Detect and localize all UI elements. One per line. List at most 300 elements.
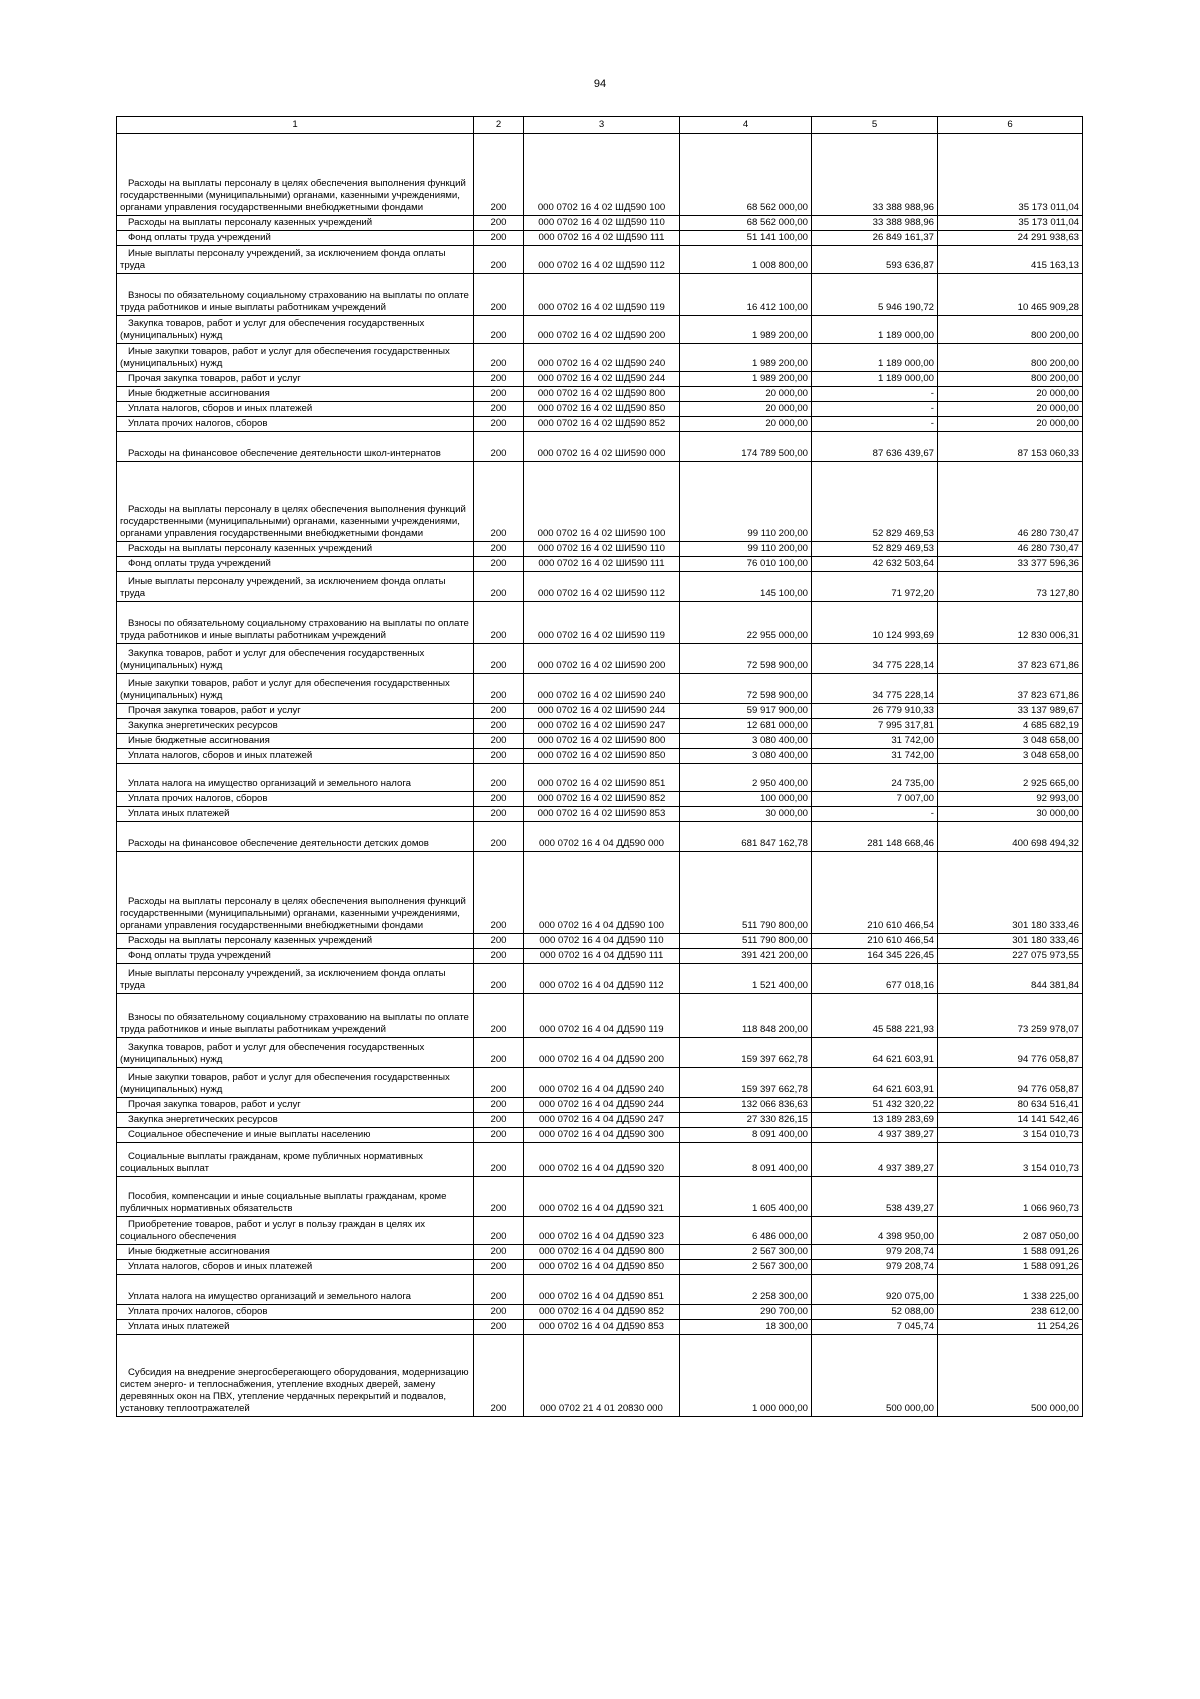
table-row [117,1177,1083,1217]
row-name: Уплата прочих налогов, сборов [117,792,474,807]
row-admin-code: 200 [474,1217,524,1245]
row-name: Закупка товаров, работ и услуг для обеспечения государственных (муниципальных) нужд [117,316,474,344]
row-executed-amount: 71 972,20 [812,572,938,602]
row-executed-amount: 1 189 000,00 [812,344,938,372]
row-budget-code: 000 0702 16 4 02 ШИ590 000 [524,432,680,462]
row-executed-amount: 593 636,87 [812,246,938,274]
row-approved-amount: 159 397 662,78 [680,1068,812,1098]
row-executed-amount: 538 439,27 [812,1177,938,1217]
row-budget-code: 000 0702 16 4 02 ШИ590 119 [524,602,680,644]
row-admin-code: 200 [474,1098,524,1113]
row-budget-code: 000 0702 16 4 04 ДД590 853 [524,1320,680,1335]
row-executed-amount: 210 610 466,54 [812,852,938,934]
row-unexecuted-amount: 10 465 909,28 [938,274,1083,316]
row-budget-code: 000 0702 16 4 02 ШД590 119 [524,274,680,316]
row-admin-code: 200 [474,1128,524,1143]
row-admin-code: 200 [474,216,524,231]
row-admin-code: 200 [474,934,524,949]
row-executed-amount: 52 829 469,53 [812,542,938,557]
row-approved-amount: 681 847 162,78 [680,822,812,852]
row-executed-amount: - [812,807,938,822]
row-unexecuted-amount: 844 381,84 [938,964,1083,994]
header-row [117,117,1083,134]
row-admin-code: 200 [474,1177,524,1217]
row-executed-amount: 34 775 228,14 [812,644,938,674]
row-name: Фонд оплаты труда учреждений [117,231,474,246]
table-row [117,964,1083,994]
table-row [117,1275,1083,1305]
row-budget-code: 000 0702 16 4 04 ДД590 000 [524,822,680,852]
table-row [117,344,1083,372]
row-unexecuted-amount: 800 200,00 [938,344,1083,372]
row-approved-amount: 12 681 000,00 [680,719,812,734]
row-name: Закупка товаров, работ и услуг для обеспечения государственных (муниципальных) нужд [117,1038,474,1068]
table-row [117,1305,1083,1320]
row-executed-amount: 45 588 221,93 [812,994,938,1038]
budget-table [116,116,1083,1417]
row-admin-code: 200 [474,792,524,807]
table-row [117,402,1083,417]
table-row [117,644,1083,674]
table-row [117,934,1083,949]
row-admin-code: 200 [474,807,524,822]
row-admin-code: 200 [474,372,524,387]
row-admin-code: 200 [474,644,524,674]
row-unexecuted-amount: 14 141 542,46 [938,1113,1083,1128]
row-executed-amount: 5 946 190,72 [812,274,938,316]
row-admin-code: 200 [474,749,524,764]
table-row [117,764,1083,792]
row-name: Расходы на выплаты персоналу в целях обеспечения выполнения функций государственными (муниципальными) органами, казенными учреждениями, органами управления государственными внебюджетными фондами [117,134,474,216]
row-name: Уплата налога на имущество организаций и земельного налога [117,1275,474,1305]
table-row [117,1128,1083,1143]
column-header-executed: 5 [812,117,938,134]
row-executed-amount: 1 189 000,00 [812,372,938,387]
row-approved-amount: 1 605 400,00 [680,1177,812,1217]
row-unexecuted-amount: 1 588 091,26 [938,1245,1083,1260]
row-approved-amount: 100 000,00 [680,792,812,807]
row-executed-amount: 64 621 603,91 [812,1038,938,1068]
row-name: Уплата налогов, сборов и иных платежей [117,402,474,417]
table-body [117,134,1083,1417]
row-admin-code: 200 [474,994,524,1038]
row-name: Уплата иных платежей [117,1320,474,1335]
row-unexecuted-amount: 33 137 989,67 [938,704,1083,719]
row-approved-amount: 1 521 400,00 [680,964,812,994]
row-executed-amount: 51 432 320,22 [812,1098,938,1113]
table-row [117,1245,1083,1260]
row-executed-amount: 24 735,00 [812,764,938,792]
row-admin-code: 200 [474,1335,524,1417]
row-name: Иные бюджетные ассигнования [117,387,474,402]
row-approved-amount: 1 008 800,00 [680,246,812,274]
table-row [117,274,1083,316]
row-unexecuted-amount: 1 338 225,00 [938,1275,1083,1305]
row-budget-code: 000 0702 21 4 01 20830 000 [524,1335,680,1417]
row-executed-amount: 979 208,74 [812,1245,938,1260]
row-admin-code: 200 [474,542,524,557]
row-budget-code: 000 0702 16 4 02 ШД590 850 [524,402,680,417]
row-unexecuted-amount: 800 200,00 [938,316,1083,344]
row-approved-amount: 132 066 836,63 [680,1098,812,1113]
row-budget-code: 000 0702 16 4 02 ШД590 852 [524,417,680,432]
row-admin-code: 200 [474,704,524,719]
row-approved-amount: 27 330 826,15 [680,1113,812,1128]
row-executed-amount: 42 632 503,64 [812,557,938,572]
row-name: Иные выплаты персоналу учреждений, за исключением фонда оплаты труда [117,572,474,602]
row-unexecuted-amount: 800 200,00 [938,372,1083,387]
row-approved-amount: 511 790 800,00 [680,852,812,934]
row-executed-amount: 31 742,00 [812,734,938,749]
row-admin-code: 200 [474,1113,524,1128]
table-row [117,557,1083,572]
row-budget-code: 000 0702 16 4 04 ДД590 240 [524,1068,680,1098]
row-unexecuted-amount: 35 173 011,04 [938,134,1083,216]
column-header-unexecuted: 6 [938,117,1083,134]
row-name: Расходы на финансовое обеспечение деятельности детских домов [117,822,474,852]
row-budget-code: 000 0702 16 4 04 ДД590 200 [524,1038,680,1068]
row-admin-code: 200 [474,246,524,274]
row-unexecuted-amount: 400 698 494,32 [938,822,1083,852]
row-unexecuted-amount: 35 173 011,04 [938,216,1083,231]
table-row [117,432,1083,462]
row-unexecuted-amount: 46 280 730,47 [938,462,1083,542]
row-unexecuted-amount: 94 776 058,87 [938,1068,1083,1098]
row-budget-code: 000 0702 16 4 02 ШИ590 850 [524,749,680,764]
row-admin-code: 200 [474,344,524,372]
row-approved-amount: 1 000 000,00 [680,1335,812,1417]
row-unexecuted-amount: 301 180 333,46 [938,852,1083,934]
row-executed-amount: 13 189 283,69 [812,1113,938,1128]
row-unexecuted-amount: 3 048 658,00 [938,734,1083,749]
row-name: Иные закупки товаров, работ и услуг для обеспечения государственных (муниципальных) нужд [117,344,474,372]
row-budget-code: 000 0702 16 4 02 ШИ590 247 [524,719,680,734]
row-budget-code: 000 0702 16 4 04 ДД590 244 [524,1098,680,1113]
row-approved-amount: 72 598 900,00 [680,644,812,674]
table-row [117,417,1083,432]
row-admin-code: 200 [474,949,524,964]
row-approved-amount: 2 567 300,00 [680,1260,812,1275]
row-admin-code: 200 [474,719,524,734]
row-budget-code: 000 0702 16 4 04 ДД590 851 [524,1275,680,1305]
row-name: Расходы на выплаты персоналу казенных учреждений [117,934,474,949]
row-name: Фонд оплаты труда учреждений [117,557,474,572]
row-budget-code: 000 0702 16 4 02 ШД590 200 [524,316,680,344]
column-header-name: 1 [117,117,474,134]
row-budget-code: 000 0702 16 4 02 ШД590 112 [524,246,680,274]
row-admin-code: 200 [474,432,524,462]
row-budget-code: 000 0702 16 4 02 ШИ590 110 [524,542,680,557]
row-unexecuted-amount: 4 685 682,19 [938,719,1083,734]
row-budget-code: 000 0702 16 4 02 ШИ590 240 [524,674,680,704]
row-approved-amount: 20 000,00 [680,417,812,432]
row-name: Закупка энергетических ресурсов [117,1113,474,1128]
row-admin-code: 200 [474,134,524,216]
table-row [117,602,1083,644]
row-approved-amount: 1 989 200,00 [680,316,812,344]
row-executed-amount: 210 610 466,54 [812,934,938,949]
row-executed-amount: 33 388 988,96 [812,216,938,231]
row-executed-amount: 52 829 469,53 [812,462,938,542]
page-number: 94 [593,78,607,90]
table-row [117,387,1083,402]
row-approved-amount: 30 000,00 [680,807,812,822]
row-approved-amount: 2 950 400,00 [680,764,812,792]
row-approved-amount: 290 700,00 [680,1305,812,1320]
row-executed-amount: 64 621 603,91 [812,1068,938,1098]
row-unexecuted-amount: 2 087 050,00 [938,1217,1083,1245]
row-unexecuted-amount: 73 259 978,07 [938,994,1083,1038]
row-admin-code: 200 [474,557,524,572]
row-approved-amount: 2 567 300,00 [680,1245,812,1260]
row-approved-amount: 51 141 100,00 [680,231,812,246]
row-unexecuted-amount: 3 048 658,00 [938,749,1083,764]
row-unexecuted-amount: 238 612,00 [938,1305,1083,1320]
row-unexecuted-amount: 37 823 671,86 [938,674,1083,704]
row-budget-code: 000 0702 16 4 04 ДД590 323 [524,1217,680,1245]
row-unexecuted-amount: 80 634 516,41 [938,1098,1083,1113]
row-admin-code: 200 [474,462,524,542]
row-budget-code: 000 0702 16 4 02 ШИ590 200 [524,644,680,674]
row-budget-code: 000 0702 16 4 04 ДД590 320 [524,1143,680,1177]
row-name: Уплата прочих налогов, сборов [117,1305,474,1320]
row-approved-amount: 3 080 400,00 [680,734,812,749]
table-row [117,372,1083,387]
row-name: Взносы по обязательному социальному страхованию на выплаты по оплате труда работников и иные выплаты работникам учреждений [117,602,474,644]
row-name: Иные выплаты персоналу учреждений, за исключением фонда оплаты труда [117,964,474,994]
row-name: Иные выплаты персоналу учреждений, за исключением фонда оплаты труда [117,246,474,274]
row-unexecuted-amount: 30 000,00 [938,807,1083,822]
row-unexecuted-amount: 11 254,26 [938,1320,1083,1335]
row-name: Социальные выплаты гражданам, кроме публичных нормативных социальных выплат [117,1143,474,1177]
table-row [117,572,1083,602]
row-executed-amount: - [812,387,938,402]
row-executed-amount: 164 345 226,45 [812,949,938,964]
table-row [117,542,1083,557]
column-header-admin: 2 [474,117,524,134]
row-name: Закупка товаров, работ и услуг для обеспечения государственных (муниципальных) нужд [117,644,474,674]
row-admin-code: 200 [474,964,524,994]
table-row [117,674,1083,704]
row-admin-code: 200 [474,734,524,749]
table-row [117,231,1083,246]
row-name: Уплата налогов, сборов и иных платежей [117,1260,474,1275]
row-name: Взносы по обязательному социальному страхованию на выплаты по оплате труда работников и иные выплаты работникам учреждений [117,994,474,1038]
row-name: Субсидия на внедрение энергосберегающего оборудования, модернизацию систем энерго- и теплоснабжения, утепление входных дверей, замену деревянных окон на ПВХ, утепление чердачных перекрытий и подвалов, установку теплоотражателей [117,1335,474,1417]
row-executed-amount: 33 388 988,96 [812,134,938,216]
table-row [117,246,1083,274]
row-admin-code: 200 [474,764,524,792]
row-budget-code: 000 0702 16 4 04 ДД590 800 [524,1245,680,1260]
row-executed-amount: - [812,402,938,417]
column-header-approved: 4 [680,117,812,134]
table-row [117,134,1083,216]
row-approved-amount: 6 486 000,00 [680,1217,812,1245]
row-admin-code: 200 [474,274,524,316]
row-name: Социальное обеспечение и иные выплаты населению [117,1128,474,1143]
row-budget-code: 000 0702 16 4 02 ШД590 110 [524,216,680,231]
row-budget-code: 000 0702 16 4 02 ШД590 100 [524,134,680,216]
table-row [117,1098,1083,1113]
table-row [117,749,1083,764]
table-row [117,704,1083,719]
row-admin-code: 200 [474,1245,524,1260]
row-unexecuted-amount: 1 588 091,26 [938,1260,1083,1275]
table-row [117,807,1083,822]
row-budget-code: 000 0702 16 4 02 ШИ590 244 [524,704,680,719]
row-approved-amount: 159 397 662,78 [680,1038,812,1068]
row-budget-code: 000 0702 16 4 04 ДД590 111 [524,949,680,964]
row-budget-code: 000 0702 16 4 02 ШИ590 851 [524,764,680,792]
row-executed-amount: 31 742,00 [812,749,938,764]
row-admin-code: 200 [474,602,524,644]
row-unexecuted-amount: 33 377 596,36 [938,557,1083,572]
row-approved-amount: 20 000,00 [680,387,812,402]
row-name: Приобретение товаров, работ и услуг в пользу граждан в целях их социального обеспечения [117,1217,474,1245]
row-executed-amount: 10 124 993,69 [812,602,938,644]
table-row [117,852,1083,934]
table-row [117,462,1083,542]
row-executed-amount: 4 937 389,27 [812,1128,938,1143]
row-executed-amount: 26 849 161,37 [812,231,938,246]
row-unexecuted-amount: 20 000,00 [938,402,1083,417]
row-executed-amount: 500 000,00 [812,1335,938,1417]
row-budget-code: 000 0702 16 4 04 ДД590 850 [524,1260,680,1275]
row-unexecuted-amount: 227 075 973,55 [938,949,1083,964]
row-name: Иные бюджетные ассигнования [117,1245,474,1260]
row-unexecuted-amount: 20 000,00 [938,417,1083,432]
row-budget-code: 000 0702 16 4 04 ДД590 112 [524,964,680,994]
row-approved-amount: 1 989 200,00 [680,372,812,387]
row-name: Иные закупки товаров, работ и услуг для обеспечения государственных (муниципальных) нужд [117,1068,474,1098]
row-unexecuted-amount: 20 000,00 [938,387,1083,402]
row-admin-code: 200 [474,572,524,602]
table-row [117,792,1083,807]
row-name: Взносы по обязательному социальному страхованию на выплаты по оплате труда работников и иные выплаты работникам учреждений [117,274,474,316]
row-admin-code: 200 [474,1143,524,1177]
table-row [117,734,1083,749]
table-row [117,316,1083,344]
row-name: Уплата налогов, сборов и иных платежей [117,749,474,764]
row-approved-amount: 99 110 200,00 [680,462,812,542]
row-budget-code: 000 0702 16 4 02 ШД590 111 [524,231,680,246]
row-admin-code: 200 [474,402,524,417]
row-approved-amount: 22 955 000,00 [680,602,812,644]
row-budget-code: 000 0702 16 4 04 ДД590 110 [524,934,680,949]
row-unexecuted-amount: 94 776 058,87 [938,1038,1083,1068]
row-admin-code: 200 [474,387,524,402]
table-row [117,1217,1083,1245]
row-unexecuted-amount: 1 066 960,73 [938,1177,1083,1217]
row-budget-code: 000 0702 16 4 02 ШИ590 852 [524,792,680,807]
row-budget-code: 000 0702 16 4 04 ДД590 852 [524,1305,680,1320]
row-admin-code: 200 [474,1305,524,1320]
row-name: Иные бюджетные ассигнования [117,734,474,749]
row-approved-amount: 99 110 200,00 [680,542,812,557]
row-budget-code: 000 0702 16 4 02 ШД590 800 [524,387,680,402]
row-unexecuted-amount: 46 280 730,47 [938,542,1083,557]
row-approved-amount: 118 848 200,00 [680,994,812,1038]
row-executed-amount: 4 398 950,00 [812,1217,938,1245]
row-unexecuted-amount: 2 925 665,00 [938,764,1083,792]
table-row [117,822,1083,852]
row-approved-amount: 16 412 100,00 [680,274,812,316]
table-row [117,949,1083,964]
row-admin-code: 200 [474,674,524,704]
row-admin-code: 200 [474,417,524,432]
row-budget-code: 000 0702 16 4 04 ДД590 300 [524,1128,680,1143]
row-budget-code: 000 0702 16 4 02 ШИ590 111 [524,557,680,572]
row-executed-amount: 920 075,00 [812,1275,938,1305]
row-approved-amount: 511 790 800,00 [680,934,812,949]
row-budget-code: 000 0702 16 4 02 ШИ590 800 [524,734,680,749]
table-row [117,216,1083,231]
row-unexecuted-amount: 73 127,80 [938,572,1083,602]
row-unexecuted-amount: 24 291 938,63 [938,231,1083,246]
table-row [117,1068,1083,1098]
row-budget-code: 000 0702 16 4 04 ДД590 321 [524,1177,680,1217]
row-budget-code: 000 0702 16 4 04 ДД590 247 [524,1113,680,1128]
row-approved-amount: 2 258 300,00 [680,1275,812,1305]
row-budget-code: 000 0702 16 4 04 ДД590 119 [524,994,680,1038]
row-name: Прочая закупка товаров, работ и услуг [117,704,474,719]
row-name: Уплата иных платежей [117,807,474,822]
row-unexecuted-amount: 415 163,13 [938,246,1083,274]
row-admin-code: 200 [474,316,524,344]
row-admin-code: 200 [474,852,524,934]
row-admin-code: 200 [474,1260,524,1275]
row-approved-amount: 8 091 400,00 [680,1128,812,1143]
row-executed-amount: 7 995 317,81 [812,719,938,734]
row-unexecuted-amount: 12 830 006,31 [938,602,1083,644]
row-unexecuted-amount: 37 823 671,86 [938,644,1083,674]
row-executed-amount: 26 779 910,33 [812,704,938,719]
row-approved-amount: 391 421 200,00 [680,949,812,964]
row-name: Фонд оплаты труда учреждений [117,949,474,964]
table-row [117,994,1083,1038]
row-executed-amount: 281 148 668,46 [812,822,938,852]
row-name: Расходы на выплаты персоналу в целях обеспечения выполнения функций государственными (муниципальными) органами, казенными учреждениями, органами управления государственными внебюджетными фондами [117,462,474,542]
row-executed-amount: - [812,417,938,432]
row-name: Закупка энергетических ресурсов [117,719,474,734]
row-name: Прочая закупка товаров, работ и услуг [117,1098,474,1113]
row-executed-amount: 52 088,00 [812,1305,938,1320]
row-unexecuted-amount: 3 154 010,73 [938,1128,1083,1143]
table-row [117,1335,1083,1417]
row-name: Расходы на финансовое обеспечение деятельности школ-интернатов [117,432,474,462]
row-admin-code: 200 [474,231,524,246]
row-approved-amount: 59 917 900,00 [680,704,812,719]
row-executed-amount: 7 045,74 [812,1320,938,1335]
row-name: Уплата налога на имущество организаций и земельного налога [117,764,474,792]
row-admin-code: 200 [474,1068,524,1098]
row-approved-amount: 145 100,00 [680,572,812,602]
row-approved-amount: 76 010 100,00 [680,557,812,572]
table-row [117,1113,1083,1128]
row-unexecuted-amount: 3 154 010,73 [938,1143,1083,1177]
column-header-code: 3 [524,117,680,134]
row-approved-amount: 18 300,00 [680,1320,812,1335]
row-budget-code: 000 0702 16 4 02 ШД590 244 [524,372,680,387]
row-name: Расходы на выплаты персоналу в целях обеспечения выполнения функций государственными (муниципальными) органами, казенными учреждениями, органами управления государственными внебюджетными фондами [117,852,474,934]
row-approved-amount: 1 989 200,00 [680,344,812,372]
row-approved-amount: 68 562 000,00 [680,216,812,231]
row-name: Расходы на выплаты персоналу казенных учреждений [117,542,474,557]
row-executed-amount: 87 636 439,67 [812,432,938,462]
row-executed-amount: 979 208,74 [812,1260,938,1275]
row-name: Расходы на выплаты персоналу казенных учреждений [117,216,474,231]
table-row [117,1260,1083,1275]
